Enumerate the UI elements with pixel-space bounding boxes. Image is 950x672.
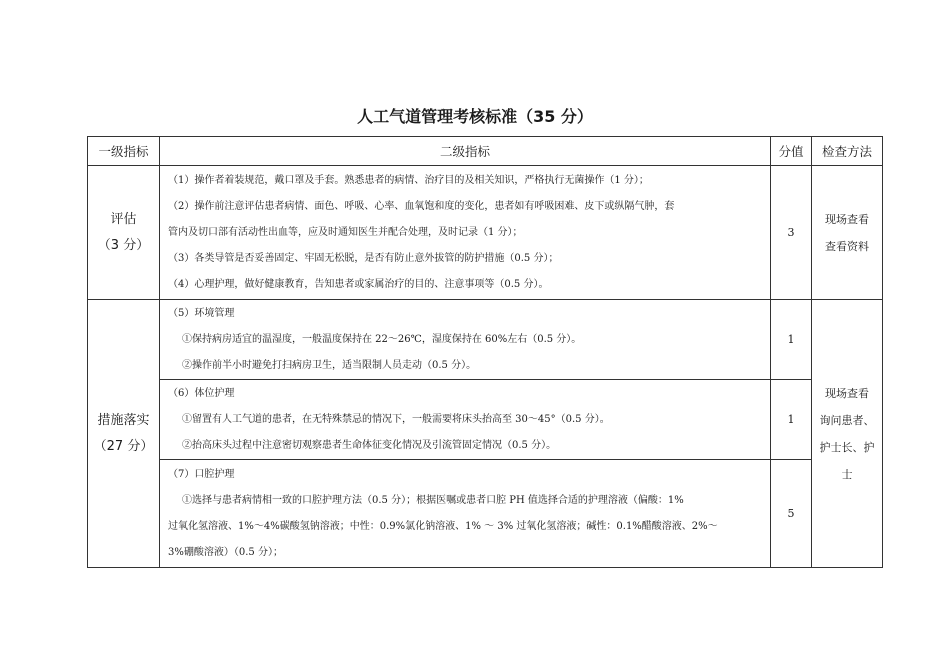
method-line: 询问患者、 — [819, 413, 875, 427]
level2-assessment — [160, 166, 771, 300]
level1-measures — [88, 300, 160, 568]
score-value: 1 — [771, 380, 812, 460]
header-score: 分值 — [771, 137, 812, 166]
check-method — [812, 300, 883, 568]
table-row-assessment — [88, 166, 883, 300]
level2-environment — [160, 300, 771, 380]
list-item: 过氧化氢溶液、1%～4%碳酸氢钠溶液；中性：0.9%氯化钠溶液、1% ～ 3% 过氧化氢溶液；碱性：0.1%醋酸溶液、2%～ — [168, 520, 718, 532]
method-line: 护士长、护 — [819, 440, 875, 454]
list-item: （2）操作前注意评估患者病情、面色、呼吸、心率、血氧饱和度的变化，患者如有呼吸困难、皮下或纵隔气肿，套 — [168, 200, 675, 212]
list-item: ②操作前半小时避免打扫病房卫生，适当限制人员走动（0.5 分）。 — [182, 359, 477, 371]
level1-name: 评估 — [110, 211, 137, 227]
list-item: ①选择与患者病情相一致的口腔护理方法（0.5 分）；根据医嘱或患者口腔 PH 值选择合适的护理溶液（偏酸：1% — [182, 494, 684, 506]
header-level1: 一级指标 — [88, 137, 160, 166]
list-item: （4）心理护理，做好健康教育，告知患者或家属治疗的目的、注意事项等（0.5 分）。 — [168, 278, 549, 290]
method-line: 查看资料 — [825, 239, 869, 253]
level1-assessment — [88, 166, 160, 300]
level1-score: （3 分） — [97, 237, 150, 253]
list-item: 管内及切口部有活动性出血等，应及时通知医生并配合处理，及时记录（1 分）； — [168, 226, 523, 238]
list-item: （3）各类导管是否妥善固定、牢固无松脱，是否有防止意外拔管的防护措施（0.5 分）； — [168, 252, 559, 264]
list-item: （1）操作者着装规范，戴口罩及手套。熟悉患者的病情、治疗目的及相关知识，严格执行无菌操作（1 分）； — [168, 174, 649, 186]
list-item: ①保持病房适宜的温湿度，一般温度保持在 22～26℃，湿度保持在 60%左右（0.5 分）。 — [182, 333, 582, 345]
level1-name: 措施落实 — [97, 412, 150, 428]
header-row — [88, 137, 883, 166]
assessment-table — [87, 136, 883, 568]
level2-oral — [160, 460, 771, 568]
score-value: 1 — [771, 300, 812, 380]
list-item: 3%硼酸溶液）（0.5 分）； — [168, 546, 283, 558]
check-method — [812, 166, 883, 300]
score-value: 3 — [771, 166, 812, 300]
list-item: ②抬高床头过程中注意密切观察患者生命体征变化情况及引流管固定情况（0.5 分）。 — [182, 439, 557, 451]
table-row-environment — [88, 300, 883, 380]
list-item: ①留置有人工气道的患者，在无特殊禁忌的情况下，一般需要将床头抬高至 30～45°（0.5 分）。 — [182, 413, 610, 425]
page-title: 人工气道管理考核标准（35 分） — [357, 107, 593, 126]
level1-score: （27 分） — [93, 438, 154, 454]
section-heading: （5）环境管理 — [168, 307, 235, 319]
level2-position — [160, 380, 771, 460]
header-method: 检查方法 — [812, 137, 883, 166]
table-row-oral — [88, 460, 883, 568]
method-line: 士 — [841, 467, 853, 481]
table-row-position — [88, 380, 883, 460]
method-line: 现场查看 — [825, 212, 869, 226]
header-level2: 二级指标 — [160, 137, 771, 166]
section-heading: （7）口腔护理 — [168, 468, 235, 480]
score-value: 5 — [771, 460, 812, 568]
method-line: 现场查看 — [825, 386, 869, 400]
section-heading: （6）体位护理 — [168, 387, 235, 399]
